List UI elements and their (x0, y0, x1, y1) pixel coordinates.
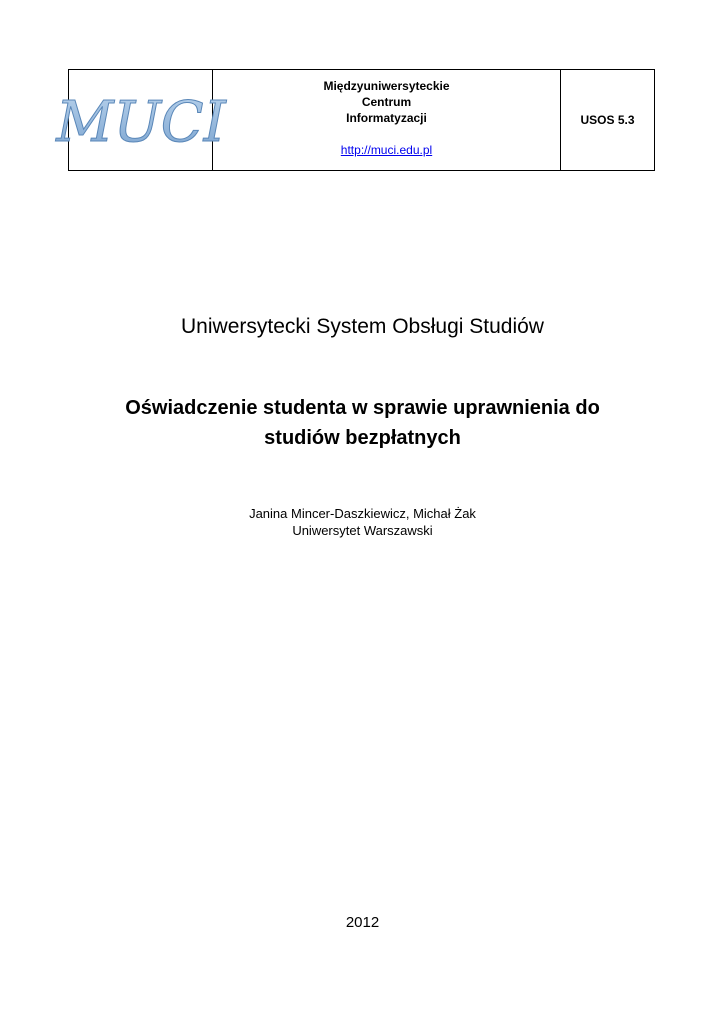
version-label: USOS 5.3 (580, 113, 635, 127)
authors-block (0, 505, 725, 539)
muci-link[interactable]: http://muci.edu.pl (340, 143, 433, 157)
author-names: Janina Mincer-Daszkiewicz, Michał Żak (249, 506, 476, 521)
document-title (60, 393, 665, 453)
org-line-2: Centrum (361, 95, 412, 109)
version-cell (561, 70, 654, 170)
org-cell (213, 70, 561, 170)
header-table (55, 69, 655, 171)
logo-text: MUCI (55, 90, 226, 155)
muci-logo (55, 85, 226, 155)
org-line-1: Międzyuniwersyteckie (323, 79, 450, 93)
author-affiliation: Uniwersytet Warszawski (292, 523, 433, 538)
system-title: Uniwersytecki System Obsługi Studiów (181, 315, 544, 338)
publication-year: 2012 (345, 914, 380, 931)
org-line-3: Informatyzacji (346, 111, 427, 125)
document-title-line-1: Oświadczenie studenta w sprawie uprawnienia do (125, 397, 600, 419)
document-title-line-2: studiów bezpłatnych (264, 427, 461, 449)
logo-cell (55, 70, 226, 170)
